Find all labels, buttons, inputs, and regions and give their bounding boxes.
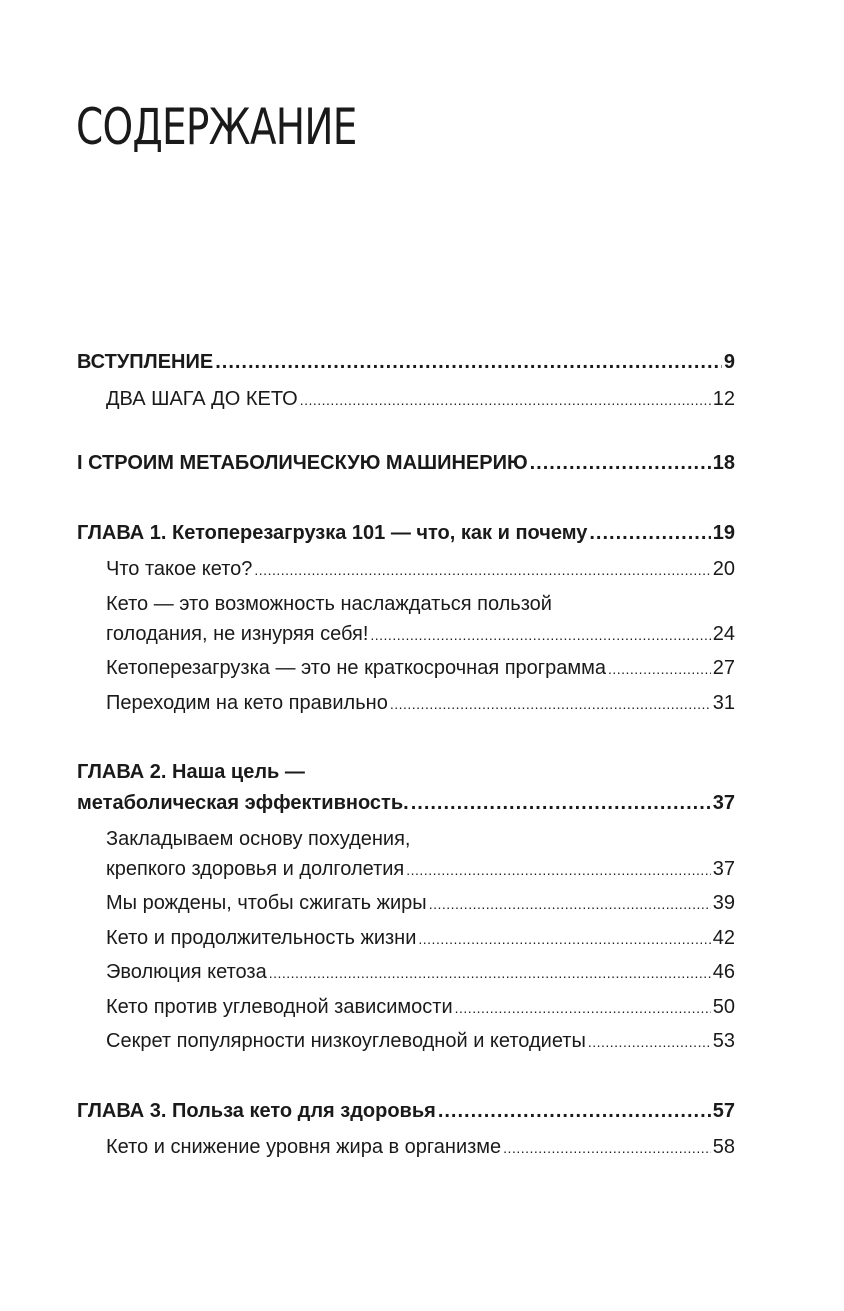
toc-page-number: 39	[712, 892, 735, 914]
toc-page-number: 37	[712, 858, 735, 880]
toc-entry-ch1-not-short-term[interactable]	[106, 651, 735, 685]
dot-leader	[608, 651, 711, 686]
dot-leader	[215, 345, 722, 379]
toc-page-number: 18	[712, 452, 735, 474]
toc-entry-part-1[interactable]	[77, 446, 735, 480]
toc-page-number: 19	[712, 522, 735, 544]
toc-entry-label: Кето против углеводной зависимости	[106, 996, 453, 1018]
toc-entry-label: ДВА ШАГА ДО КЕТО	[106, 388, 298, 410]
toc-entry-ch1-fasting-benefits[interactable]	[106, 617, 735, 651]
toc-entry-label: крепкого здоровья и долголетия	[106, 858, 405, 880]
toc-page-number: 58	[712, 1136, 735, 1158]
toc-entry-label: Что такое кето?	[106, 558, 253, 580]
toc-page-number: 42	[712, 927, 735, 949]
toc-entry-label: Кето и снижение уровня жира в организме	[106, 1136, 502, 1158]
toc-entry-label: голодания, не изнуряя себя!	[106, 623, 369, 645]
toc-entry-ch2-foundation[interactable]	[106, 852, 735, 886]
toc-page-number: 20	[712, 558, 735, 580]
dot-leader	[429, 886, 711, 921]
toc-page-number: 27	[712, 657, 735, 679]
toc-entry-ch2-longevity[interactable]	[106, 921, 735, 955]
toc-entry-intro[interactable]	[77, 345, 735, 379]
dot-leader	[503, 1130, 711, 1165]
dot-leader	[438, 1094, 711, 1128]
toc-entry-ch2-born-to-burn[interactable]	[106, 886, 735, 920]
toc-page-number: 24	[712, 623, 735, 645]
toc-entry-label: Кето и продолжительность жизни	[106, 927, 417, 949]
toc-entry-ch3-fat-reduction[interactable]	[106, 1130, 735, 1164]
dot-leader	[254, 552, 710, 587]
toc-entry-ch2-evolution[interactable]	[106, 955, 735, 989]
toc-page-number: 12	[712, 388, 735, 410]
toc-entry-label: ГЛАВА 3. Польза кето для здоровья	[77, 1100, 436, 1122]
toc-entry-label: метаболическая эффективность.	[77, 792, 409, 814]
toc-entry-label: Эволюция кетоза	[106, 961, 267, 983]
toc-page-number: 53	[712, 1030, 735, 1052]
toc-entry-label-line1[interactable]: ГЛАВА 2. Наша цель —	[77, 761, 305, 783]
dot-leader	[269, 955, 711, 990]
toc-entry-chapter-3[interactable]	[77, 1094, 735, 1128]
dot-leader	[588, 1024, 711, 1059]
dot-leader	[589, 516, 710, 550]
dot-leader	[406, 852, 711, 887]
dot-leader	[300, 382, 711, 417]
toc-entry-ch2-popularity[interactable]	[106, 1024, 735, 1058]
toc-page-number: 31	[712, 692, 735, 714]
page-title: СОДЕРЖАНИЕ	[76, 98, 357, 156]
toc-page-number: 50	[712, 996, 735, 1018]
toc-entry-ch1-what-is-keto[interactable]	[106, 552, 735, 586]
toc-entry-label: Мы рождены, чтобы сжигать жиры	[106, 892, 427, 914]
toc-entry-label: ВСТУПЛЕНИЕ	[77, 351, 214, 373]
dot-leader	[418, 921, 710, 956]
dot-leader	[370, 617, 710, 652]
toc-entry-label: ГЛАВА 1. Кетоперезагрузка 101 — что, как и почему	[77, 522, 588, 544]
toc-entry-label-line1[interactable]: Закладываем основу похудения,	[106, 828, 411, 850]
toc-entry-label: I СТРОИМ МЕТАБОЛИЧЕСКУЮ МАШИНЕРИЮ	[77, 452, 528, 474]
toc-entry-two-steps[interactable]	[106, 382, 735, 416]
toc-entry-label: Секрет популярности низкоуглеводной и кетодиеты	[106, 1030, 586, 1052]
toc-entry-label: Переходим на кето правильно	[106, 692, 388, 714]
toc-entry-chapter-1[interactable]	[77, 516, 735, 550]
toc-page-number: 9	[723, 351, 735, 373]
toc-page-number: 46	[712, 961, 735, 983]
toc-entry-ch2-carb-dependency[interactable]	[106, 990, 735, 1024]
toc-entry-ch1-transition[interactable]	[106, 686, 735, 720]
dot-leader	[530, 446, 711, 480]
toc-page-number: 57	[712, 1100, 735, 1122]
toc-entry-label: Кетоперезагрузка — это не краткосрочная программа	[106, 657, 606, 679]
toc-page-number: 37	[712, 792, 735, 814]
dot-leader	[455, 990, 711, 1025]
toc-entry-chapter-2[interactable]	[77, 786, 735, 820]
dot-leader	[390, 686, 711, 721]
dot-leader	[411, 786, 711, 820]
toc-entry-label-line1[interactable]: Кето — это возможность наслаждаться пользой	[106, 593, 552, 615]
